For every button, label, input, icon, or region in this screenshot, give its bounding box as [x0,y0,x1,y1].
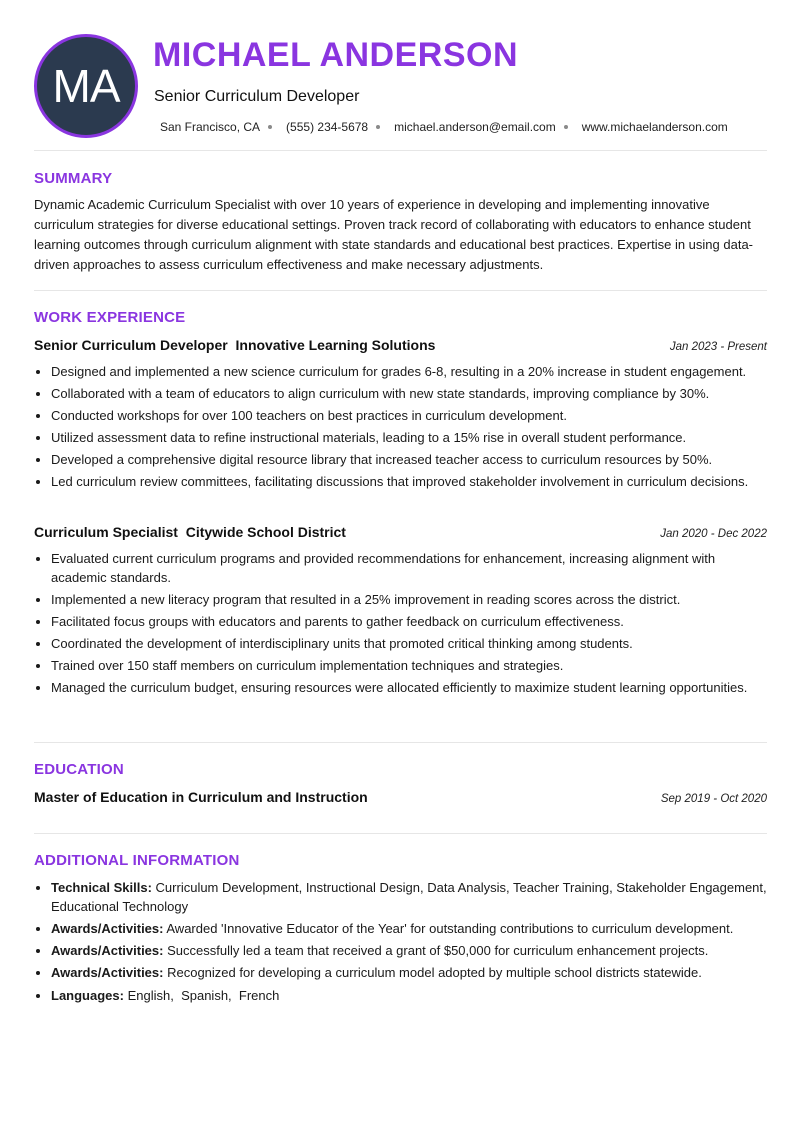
list-item: Developed a comprehensive digital resource library that increased teacher access to curriculum resources by 50%. [34,450,767,469]
list-item: Trained over 150 staff members on curriculum implementation techniques and strategies. [34,656,767,675]
item-label: Languages: [51,988,124,1003]
item-text: Awarded 'Innovative Educator of the Year' for outstanding contributions to curriculum development. [166,921,734,936]
contact-location: San Francisco, CA [160,120,261,134]
list-item: Collaborated with a team of educators to align curriculum with new state standards, improving compliance by 30%. [34,384,767,403]
job-role: Curriculum Specialist [34,524,178,540]
avatar [34,34,138,138]
list-item: Conducted workshops for over 100 teachers on best practices in curriculum development. [34,406,767,425]
list-item [34,963,767,982]
job-dates: Jan 2020 - Dec 2022 [660,528,767,540]
item-label: Technical Skills: [51,880,152,895]
list-item [34,878,767,916]
avatar-initials: MA [52,60,120,112]
job-dates: Jan 2023 - Present [669,341,767,353]
section-title-additional: ADDITIONAL INFORMATION [34,852,240,869]
item-text: Successfully led a team that received a grant of $50,000 for curriculum enhancement projects. [167,943,709,958]
item-text: Curriculum Development, Instructional Design, Data Analysis, Teacher Training, Stakeholder Engagement, Educational Technology [51,880,767,914]
education-degree: Master of Education in Curriculum and Instruction [34,789,368,805]
list-item: Led curriculum review committees, facilitating discussions that improved stakeholder involvement in curriculum decisions. [34,472,767,491]
contact-email[interactable]: michael.anderson@email.com [394,120,556,134]
list-item: Facilitated focus groups with educators and parents to gather feedback on curriculum effectiveness. [34,612,767,631]
list-item: Designed and implemented a new science curriculum for grades 6-8, resulting in a 20% increase in student engagement. [34,362,767,381]
section-title-summary: SUMMARY [34,170,113,187]
list-item: Implemented a new literacy program that resulted in a 25% improvement in reading scores across the district. [34,590,767,609]
contact-phone: (555) 234-5678 [286,120,369,134]
bullet-separator-icon [564,125,568,129]
section-divider [34,742,767,743]
list-item: Managed the curriculum budget, ensuring resources were allocated efficiently to maximize student learning opportunities. [34,678,767,697]
item-text: English, Spanish, French [127,988,280,1003]
list-item [34,941,767,960]
item-label: Awards/Activities: [51,965,164,980]
section-title-experience: WORK EXPERIENCE [34,309,186,326]
list-item [34,986,767,1005]
education-dates: Sep 2019 - Oct 2020 [660,793,767,805]
job-company: Innovative Learning Solutions [235,337,436,353]
item-label: Awards/Activities: [51,921,164,936]
job-role: Senior Curriculum Developer [34,337,228,353]
item-text: Recognized for developing a curriculum model adopted by multiple school districts statewide. [167,965,702,980]
job-role-company [34,337,435,353]
candidate-title: Senior Curriculum Developer [154,88,360,105]
resume-page [34,0,767,1003]
resume-header [34,0,767,151]
section-divider [34,290,767,291]
job-company: Citywide School District [185,524,346,540]
job-bullets [34,362,767,494]
list-item [34,919,767,938]
job-role-company [34,524,346,540]
bullet-separator-icon [376,125,380,129]
additional-list [34,878,767,1008]
job-bullets [34,549,767,700]
section-divider [34,833,767,834]
job-header [34,337,767,353]
candidate-name: MICHAEL ANDERSON [153,36,519,74]
bullet-separator-icon [268,125,272,129]
section-divider [34,150,767,151]
contact-bar [160,120,728,134]
summary-text: Dynamic Academic Curriculum Specialist with over 10 years of experience in developing and implementing innovative curriculum strategies for diverse educational settings. Proven track record of collaborating with educators to enhance student learning outcomes through curriculum alignment with state standards and educational best practices. Expertise in using data-driven approaches to assess curriculum effectiveness and make necessary adjustments. [34,197,754,272]
list-item: Coordinated the development of interdisciplinary units that promoted critical thinking among students. [34,634,767,653]
list-item: Evaluated current curriculum programs and provided recommendations for enhancement, increasing alignment with academic standards. [34,549,767,587]
item-label: Awards/Activities: [51,943,164,958]
job-header [34,524,767,540]
list-item: Utilized assessment data to refine instructional materials, leading to a 15% rise in overall student performance. [34,428,767,447]
contact-website[interactable]: www.michaelanderson.com [581,120,728,134]
education-entry [34,789,767,805]
section-title-education: EDUCATION [34,761,124,778]
